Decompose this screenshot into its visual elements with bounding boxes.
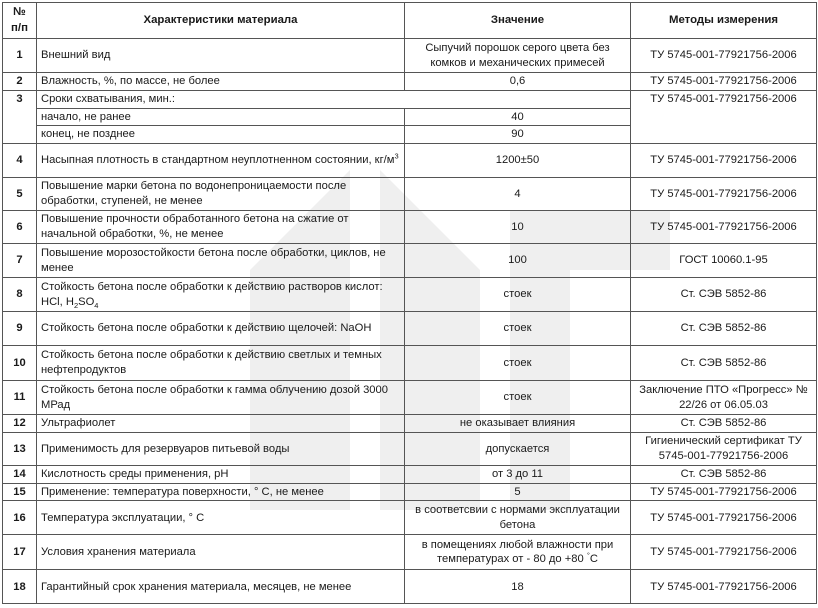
row-method: Ст. СЭВ 5852-86: [631, 465, 817, 483]
row-method: Гигиенический сертификат ТУ 5745-001-77921756-2006: [631, 432, 817, 465]
row-characteristic: Кислотность среды применения, pH: [37, 465, 405, 483]
row-method: ТУ 5745-001-77921756-2006: [631, 570, 817, 604]
row-method: ТУ 5745-001-77921756-2006: [631, 90, 817, 143]
row-method: Ст. СЭВ 5852-86: [631, 415, 817, 433]
row-characteristic: Применение: температура поверхности, ° С, не менее: [37, 483, 405, 501]
row-characteristic: Внешний вид: [37, 39, 405, 73]
table-row: [3, 244, 817, 278]
unit-superscript: 3: [394, 151, 399, 161]
row-method: Ст. СЭВ 5852-86: [631, 278, 817, 312]
row-num: 17: [3, 535, 37, 570]
row-num: 5: [3, 178, 37, 211]
row-num: 4: [3, 144, 37, 178]
row-num: 14: [3, 465, 37, 483]
row-num: 2: [3, 73, 37, 91]
row-num: 7: [3, 244, 37, 278]
row-characteristic: Стойкость бетона после обработки к гамма облучению дозой 3000 МРад: [37, 381, 405, 415]
row-method: ТУ 5745-001-77921756-2006: [631, 39, 817, 73]
row-num: 18: [3, 570, 37, 604]
row-method: ТУ 5745-001-77921756-2006: [631, 178, 817, 211]
table-row: [3, 535, 817, 570]
table-row: [3, 483, 817, 501]
row-characteristic: Повышение морозостойкости бетона после обработки, циклов, не менее: [37, 244, 405, 278]
header-method: Методы измерения: [631, 3, 817, 39]
table-row: [3, 381, 817, 415]
row-value: стоек: [405, 346, 631, 381]
chem-formula: [41, 296, 98, 308]
row-num: 13: [3, 432, 37, 465]
chem-part-a: HCl, H: [41, 295, 74, 308]
row-value: стоек: [405, 312, 631, 346]
row-method: ГОСТ 10060.1-95: [631, 244, 817, 278]
table-row: [3, 278, 817, 312]
row-value-text: в помещениях любой влажности при температурах от - 80 до +80: [421, 538, 614, 566]
row-num: 1: [3, 39, 37, 73]
row-characteristic: Повышение прочности обработанного бетона на сжатие от начальной обработки, %, не менее: [37, 211, 405, 244]
row-value: 5: [405, 483, 631, 501]
row-num: 11: [3, 381, 37, 415]
subrow-start-name: начало, не ранее: [37, 108, 405, 126]
table-row: [3, 90, 817, 108]
row-num: 10: [3, 346, 37, 381]
row-method: Заключение ПТО «Прогресс» № 22/26 от 06.05.03: [631, 381, 817, 415]
row-value: [405, 535, 631, 570]
row-method: Ст. СЭВ 5852-86: [631, 346, 817, 381]
row-characteristic: Гарантийный срок хранения материала, месяцев, не менее: [37, 570, 405, 604]
table-row: [3, 211, 817, 244]
table-row: [3, 415, 817, 433]
row-characteristic: Температура эксплуатации, ° С: [37, 501, 405, 535]
row-value: допускается: [405, 432, 631, 465]
chem-part-b: SO: [78, 295, 95, 308]
table-row: [3, 432, 817, 465]
row-method: ТУ 5745-001-77921756-2006: [631, 211, 817, 244]
subrow-end-name: конец, не позднее: [37, 126, 405, 144]
row-method: Ст. СЭВ 5852-86: [631, 312, 817, 346]
row-value: стоек: [405, 381, 631, 415]
row-num: 8: [3, 278, 37, 312]
row-method: ТУ 5745-001-77921756-2006: [631, 144, 817, 178]
row-value: не оказывает влияния: [405, 415, 631, 433]
row-value: 100: [405, 244, 631, 278]
row-characteristic: [37, 144, 405, 178]
header-num: № п/п: [3, 3, 37, 39]
table-row: [3, 144, 817, 178]
table-row: [3, 312, 817, 346]
row-value: 10: [405, 211, 631, 244]
row-value: 0,6: [405, 73, 631, 91]
row-value: в соответсвии с нормами эксплуатации бетона: [405, 501, 631, 535]
row-value: 1200±50: [405, 144, 631, 178]
row-value: стоек: [405, 278, 631, 312]
row-method: ТУ 5745-001-77921756-2006: [631, 483, 817, 501]
table-row: [3, 73, 817, 91]
chem-subscript-b: 4: [94, 300, 99, 310]
row-characteristic-text: Стойкость бетона после обработки к действию растворов кислот:: [41, 280, 383, 293]
row-characteristic: [37, 278, 405, 312]
row-value: от 3 до 11: [405, 465, 631, 483]
table-row: [3, 465, 817, 483]
row-value: 18: [405, 570, 631, 604]
header-characteristic: Характеристики материала: [37, 3, 405, 39]
table-row: [3, 501, 817, 535]
row-num: 12: [3, 415, 37, 433]
row-num: 15: [3, 483, 37, 501]
chem-subscript-a: 2: [73, 300, 79, 310]
row-characteristic: Применимость для резервуаров питьевой воды: [37, 432, 405, 465]
row-characteristic: Условия хранения материала: [37, 535, 405, 570]
row-method: ТУ 5745-001-77921756-2006: [631, 73, 817, 91]
row-method: ТУ 5745-001-77921756-2006: [631, 501, 817, 535]
row-value-unit: С: [589, 553, 598, 566]
header-value: Значение: [405, 3, 631, 39]
row-num: 16: [3, 501, 37, 535]
row-characteristic: Стойкость бетона после обработки к действию щелочей: NaOH: [37, 312, 405, 346]
table-row: [3, 346, 817, 381]
specifications-table: [2, 2, 817, 604]
row-characteristic: Влажность, %, по массе, не более: [37, 73, 405, 91]
row-num: 3: [3, 90, 37, 143]
table-header-row: [3, 3, 817, 39]
row-characteristic: Повышение марки бетона по водонепроницаемости после обработки, ступеней, не менее: [37, 178, 405, 211]
table-row: [3, 178, 817, 211]
row-characteristic: Сроки схватывания, мин.:: [37, 90, 631, 108]
row-characteristic: Ультрафиолет: [37, 415, 405, 433]
row-num: 6: [3, 211, 37, 244]
row-method: ТУ 5745-001-77921756-2006: [631, 535, 817, 570]
row-value: Сыпучий порошок серого цвета без комков и механических примесей: [405, 39, 631, 73]
subrow-end-value: 90: [405, 126, 631, 144]
table-row: [3, 570, 817, 604]
subrow-start-value: 40: [405, 108, 631, 126]
row-characteristic-text: Насыпная плотность в стандартном неуплотненном состоянии, кг/м: [41, 154, 395, 167]
degree-superscript: °: [586, 550, 590, 560]
table-row: [3, 39, 817, 73]
row-num: 9: [3, 312, 37, 346]
row-characteristic: Стойкость бетона после обработки к действию светлых и темных нефтепродуктов: [37, 346, 405, 381]
row-value: 4: [405, 178, 631, 211]
